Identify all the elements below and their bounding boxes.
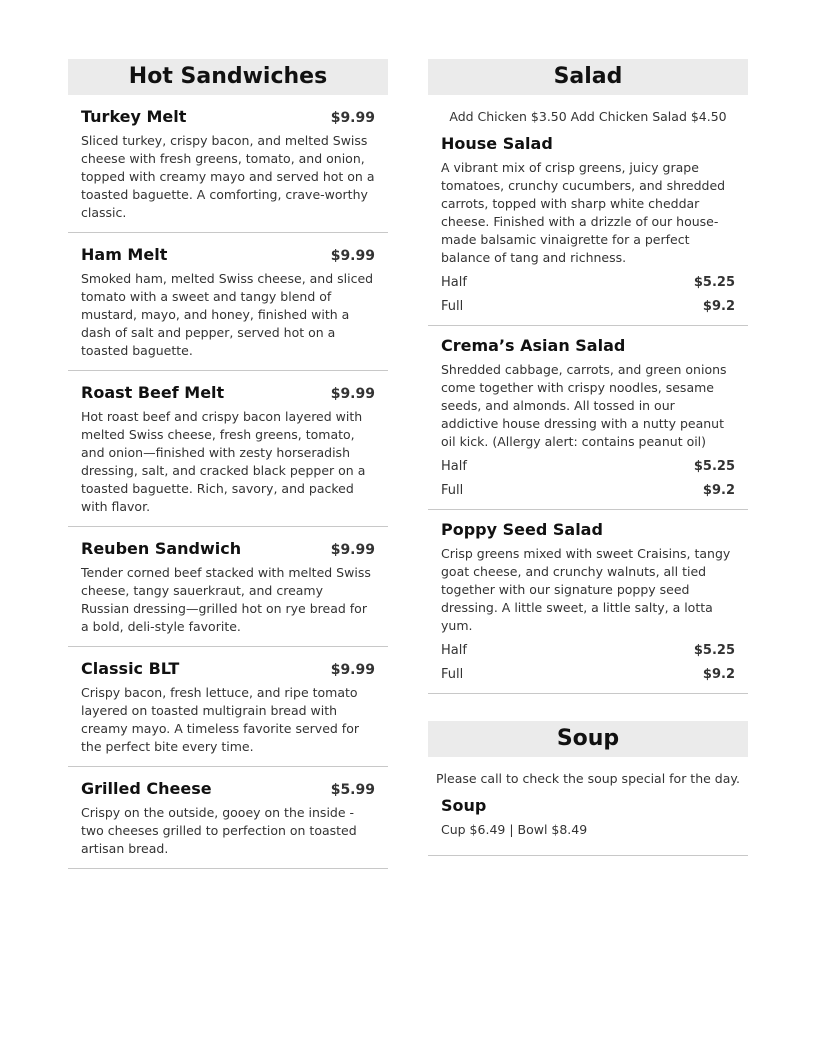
- size-label: Half: [441, 643, 467, 658]
- item-name: Roast Beef Melt: [81, 383, 225, 402]
- menu-item: [68, 371, 388, 527]
- soup-note: Please call to check the soup special for the day.: [436, 771, 740, 786]
- hot-sandwiches-section: [68, 59, 388, 869]
- section-title: Hot Sandwiches: [68, 59, 388, 95]
- size-label: Half: [441, 459, 467, 474]
- item-name: House Salad: [441, 134, 553, 153]
- item-description: Tender corned beef stacked with melted Swiss cheese, tangy sauerkraut, and creamy Russian dressing—grilled hot on rye bread for a bold, deli-style favorite.: [81, 565, 371, 634]
- size-row-half: [441, 271, 735, 295]
- item-name: Soup: [441, 796, 487, 815]
- item-price: $5.99: [330, 782, 375, 798]
- size-price: $9.2: [702, 483, 735, 498]
- size-row-full: [441, 295, 735, 319]
- item-price: $9.99: [330, 386, 375, 402]
- menu-item: [428, 326, 748, 510]
- item-name: Classic BLT: [81, 659, 180, 678]
- menu-item: [68, 767, 388, 869]
- menu-item: [68, 647, 388, 767]
- item-description: Hot roast beef and crispy bacon layered with melted Swiss cheese, fresh greens, tomato, and onion—finished with zesty horseradish dressing, salt, and cracked black pepper on a toasted baguette. Rich, savory, and packed with flavor.: [81, 409, 366, 514]
- section-title: Salad: [428, 59, 748, 95]
- size-row-full: [441, 479, 735, 503]
- item-price: $9.99: [330, 542, 375, 558]
- item-description: Crisp greens mixed with sweet Craisins, tangy goat cheese, and crunchy walnuts, all tied together with our signature poppy seed dressing. A little sweet, a little salty, a lotta yum.: [441, 546, 731, 633]
- menu-item: [68, 233, 388, 371]
- soup-section: [428, 721, 748, 856]
- size-price: $5.25: [693, 643, 735, 658]
- menu-item: [428, 124, 748, 326]
- size-price: $5.25: [693, 459, 735, 474]
- salad-addons-note: Add Chicken $3.50 Add Chicken Salad $4.50: [449, 109, 727, 124]
- size-label: Full: [441, 299, 464, 314]
- item-description: Sliced turkey, crispy bacon, and melted Swiss cheese with fresh greens, tomato, and onion, topped with creamy mayo and served hot on a toasted baguette. A comforting, crave-worthy classic.: [81, 133, 375, 220]
- size-label: Half: [441, 275, 467, 290]
- item-description: A vibrant mix of crisp greens, juicy grape tomatoes, crunchy cucumbers, and shredded carrots, topped with sharp white cheddar cheese. Finished with a drizzle of our house-made balsamic vinaigrette for a perfect balance of tang and richness.: [441, 160, 726, 265]
- item-name: Poppy Seed Salad: [441, 520, 603, 539]
- size-label: Full: [441, 483, 464, 498]
- item-price: $9.99: [330, 248, 375, 264]
- menu-item: [68, 95, 388, 233]
- size-price: $9.2: [702, 667, 735, 682]
- item-name: Grilled Cheese: [81, 779, 212, 798]
- size-price: $9.2: [702, 299, 735, 314]
- item-name: Reuben Sandwich: [81, 539, 242, 558]
- item-description: Cup $6.49 | Bowl $8.49: [441, 822, 588, 837]
- size-row-full: [441, 663, 735, 687]
- item-name: Ham Melt: [81, 245, 168, 264]
- menu-item: [68, 527, 388, 647]
- item-name: Turkey Melt: [81, 107, 187, 126]
- menu-item: [428, 510, 748, 694]
- salad-section: [428, 59, 748, 694]
- item-description: Crispy on the outside, gooey on the inside - two cheeses grilled to perfection on toasted artisan bread.: [81, 805, 357, 856]
- item-price: $9.99: [330, 662, 375, 678]
- size-row-half: [441, 455, 735, 479]
- item-name: Crema’s Asian Salad: [441, 336, 626, 355]
- section-title: Soup: [428, 721, 748, 757]
- item-description: Crispy bacon, fresh lettuce, and ripe tomato layered on toasted multigrain bread with creamy mayo. A timeless favorite served for the perfect bite every time.: [81, 685, 359, 754]
- item-price: $9.99: [330, 110, 375, 126]
- size-label: Full: [441, 667, 464, 682]
- size-price: $5.25: [693, 275, 735, 290]
- item-description: Smoked ham, melted Swiss cheese, and sliced tomato with a sweet and tangy blend of mustard, mayo, and honey, finished with a dash of salt and pepper, served hot on a toasted baguette.: [81, 271, 374, 358]
- size-row-half: [441, 639, 735, 663]
- right-column: [428, 59, 748, 856]
- item-description: Shredded cabbage, carrots, and green onions come together with crispy noodles, sesame seeds, and almonds. All tossed in our addictive house dressing with a nutty peanut oil kick. (Allergy alert: contains peanut oil): [441, 362, 727, 449]
- menu-item: [428, 786, 748, 856]
